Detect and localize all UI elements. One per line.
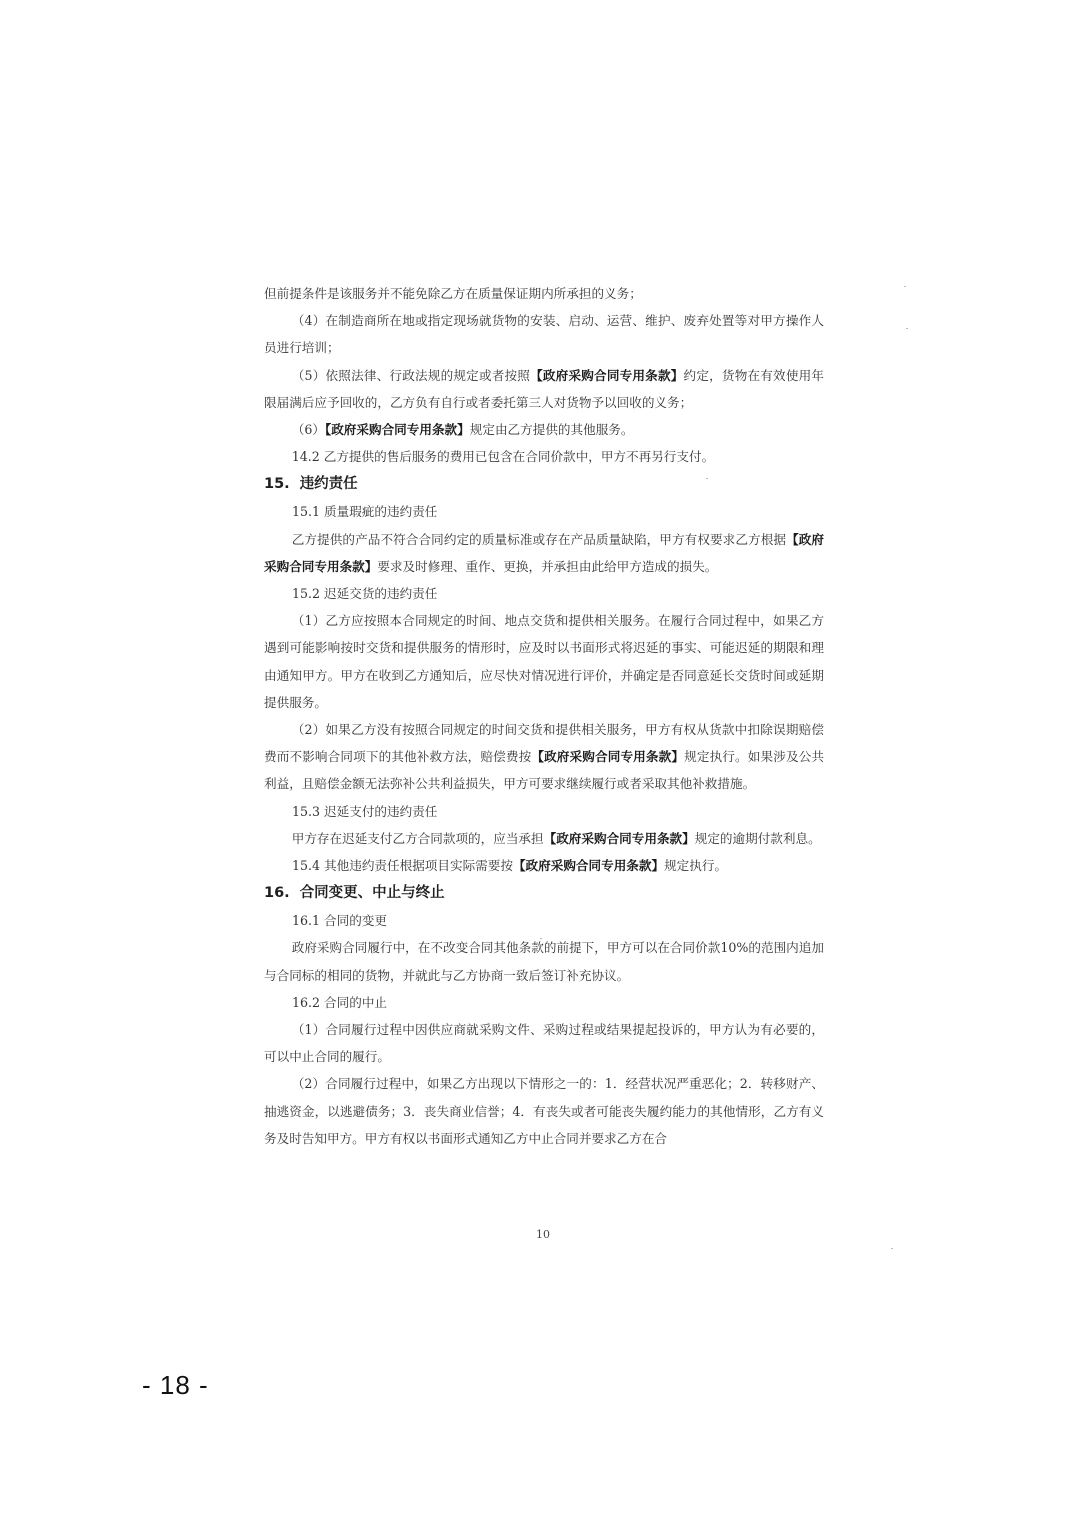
text-run: （6） (291, 422, 325, 438)
clause-reference: 【政府采购合同专用条款】 (512, 858, 665, 874)
paragraph: （1）合同履行过程中因供应商就采购文件、采购过程或结果提起投诉的，甲方认为有必要的，可以中止合同的履行。 (264, 1022, 824, 1065)
subsection-title: 15.2 迟延交货的违约责任 (292, 586, 438, 602)
section-title: 合同变更、中止与终止 (299, 885, 445, 902)
document-body (264, 280, 824, 1152)
paragraph (264, 825, 824, 852)
paragraph: 政府采购合同履行中，在不改变合同其他条款的前提下，甲方可以在合同价款10%的范围内追加与合同标的相同的货物，并就此与乙方协商一致后签订补充协议。 (264, 940, 824, 983)
subsection-title: 16.1 合同的变更 (292, 913, 388, 929)
section-heading-16 (264, 879, 824, 907)
paragraph (264, 852, 824, 879)
clause-reference: 【政府采购合同专用条款】 (530, 367, 684, 383)
paragraph (264, 716, 824, 798)
section-number: 15. (264, 476, 290, 493)
outer-page-number: - 18 - (142, 1370, 209, 1400)
clause-reference: 【政府采购合同专用条款】 (543, 830, 695, 846)
text-run: （2）如果乙方没有按照合同规定的时间交货和提供相关服务，甲方有权从货款中扣除误期赔偿费而不影响合同项下的其他补救方法，赔偿费按 (264, 722, 824, 765)
paragraph (264, 362, 824, 416)
paragraph: （4）在制造商所在地或指定现场就货物的安装、启动、运营、维护、废弃处置等对甲方操作人员进行培训； (264, 313, 824, 356)
text-run: 甲方存在迟延支付乙方合同款项的，应当承担 (291, 830, 544, 846)
paragraph: 但前提条件是该服务并不能免除乙方在质量保证期内所承担的义务； (264, 286, 642, 301)
text-run: 规定的逾期付款利息。 (694, 830, 821, 846)
text-run: （5）依照法律、行政法规的规定或者按照 (291, 367, 531, 383)
text-run: 15.4 其他违约责任根据项目实际需要按 (292, 858, 513, 874)
clause-reference: 【政府采购合同专用条款】 (531, 749, 685, 765)
text-run: 规定由乙方提供的其他服务。 (469, 422, 634, 438)
scan-speck (906, 328, 908, 329)
text-run: 规定执行。如果涉及公共利益，且赔偿金额无法弥补公共利益损失，甲方可要求继续履行或者采取其他补救措施。 (264, 749, 825, 792)
section-title: 违约责任 (299, 476, 358, 493)
paragraph: （2）合同履行过程中，如果乙方出现以下情形之一的：1．经营状况严重恶化；2．转移财产、抽逃资金，以逃避债务；3．丧失商业信誉；4．有丧失或者可能丧失履约能力的其他情形，乙方有义务及时告知甲方。甲方有权以书面形式通知乙方中止合同并要求乙方在合 (264, 1076, 824, 1146)
subsection-title: 16.2 合同的中止 (292, 994, 388, 1010)
scan-speck (706, 478, 708, 479)
subsection-title: 15.3 迟延支付的违约责任 (292, 803, 438, 819)
scan-speck (891, 1248, 893, 1249)
text-run: 要求及时修理、重作、更换，并承担由此给甲方造成的损失。 (377, 558, 718, 574)
paragraph: （1）乙方应按照本合同规定的时间、地点交货和提供相关服务。在履行合同过程中，如果乙方遇到可能影响按时交货和提供服务的情形时，应及时以书面形式将迟延的事实、可能迟延的期限和理由通知甲方。甲方在收到乙方通知后，应尽快对情况进行评价，并确定是否同意延长交货时间或延期提供服务。 (264, 613, 824, 710)
paragraph (264, 526, 824, 580)
scan-speck (540, 938, 542, 939)
subsection-title: 15.1 质量瑕疵的违约责任 (292, 504, 438, 520)
text-run: 约定，货物在有效使用年限届满后应予回收的，乙方负有自行或者委托第三人对货物予以回收的义务； (264, 367, 825, 410)
section-heading-15 (264, 470, 824, 498)
clause-reference: 【政府采购合同专用条款】 (324, 422, 470, 438)
section-number: 16. (264, 885, 290, 902)
text-run: 规定执行。 (664, 858, 728, 874)
inner-page-number: 10 (536, 1228, 550, 1241)
clause-reference: 【政府采购合同专用条款】 (264, 531, 825, 574)
text-run: 乙方提供的产品不符合合同约定的质量标准或存在产品质量缺陷，甲方有权要求乙方根据 (291, 531, 787, 547)
scan-speck (904, 286, 906, 287)
paragraph: 14.2 乙方提供的售后服务的费用已包含在合同价款中，甲方不再另行支付。 (291, 449, 715, 465)
paragraph (264, 416, 824, 443)
